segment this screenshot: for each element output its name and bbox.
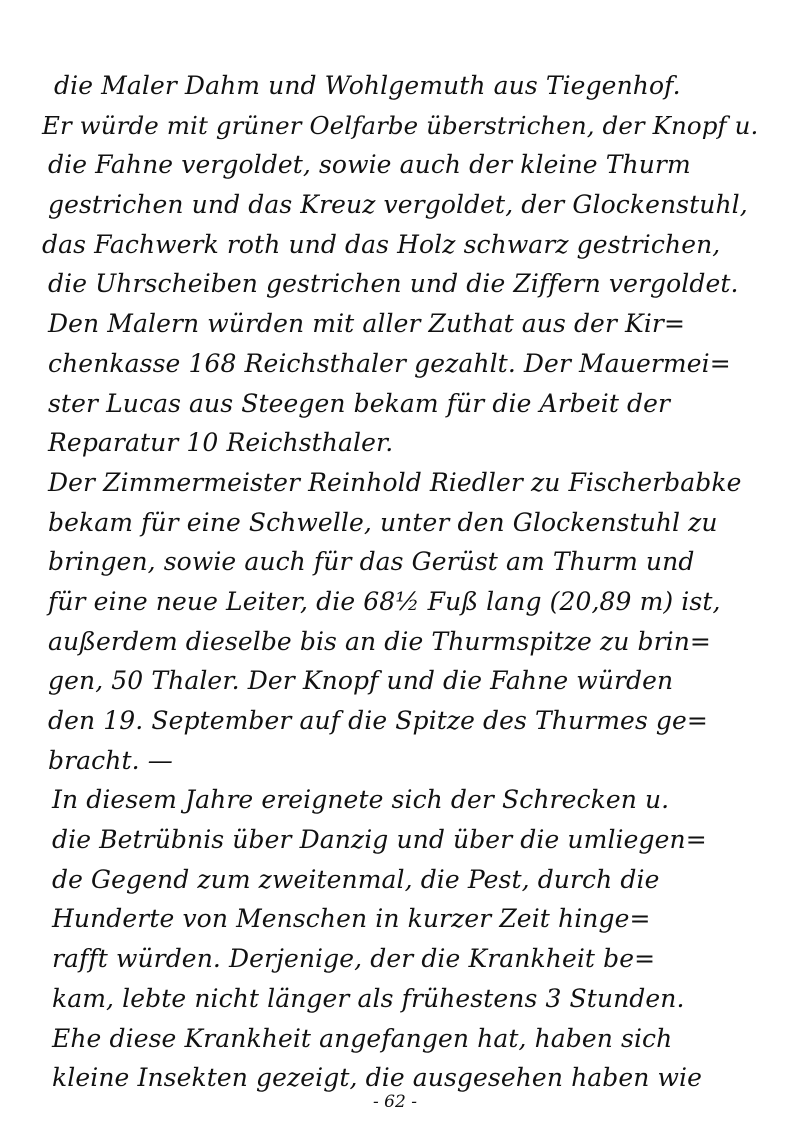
text-line-10: Reparatur 10 Reichsthaler. bbox=[48, 428, 394, 458]
text-line-15: außerdem dieselbe bis an die Thurmspitze zu brin= bbox=[48, 626, 711, 656]
text-line-16: gen, 50 Thaler. Der Knopf und die Fahne würden bbox=[48, 666, 674, 696]
text-line-19: In diesem Jahre ereignete sich der Schrecken u. bbox=[52, 785, 670, 815]
text-line-14: für eine neue Leiter, die 68½ Fuß lang (20,89 m) ist, bbox=[48, 586, 721, 616]
text-line-11: Der Zimmermeister Reinhold Riedler zu Fischerbabke bbox=[48, 467, 742, 497]
text-line-3: die Fahne vergoldet, sowie auch der kleine Thurm bbox=[48, 150, 691, 180]
text-line-2: Er würde mit grüner Oelfarbe überstrichen, der Knopf u. bbox=[42, 110, 759, 140]
text-line-26: kleine Insekten gezeigt, die ausgesehen haben wie bbox=[52, 1063, 703, 1093]
text-line-17: den 19. September auf die Spitze des Thurmes ge= bbox=[48, 706, 708, 735]
text-line-25: Ehe diese Krankheit angefangen hat, haben sich bbox=[52, 1023, 673, 1053]
text-line-24: kam, lebte nicht länger als frühestens 3 Stunden. bbox=[52, 983, 685, 1013]
text-line-8: chenkasse 168 Reichsthaler gezahlt. Der Mauermei= bbox=[48, 348, 731, 378]
text-line-23: rafft würden. Derjenige, der die Krankheit be= bbox=[52, 944, 656, 974]
text-line-22: Hunderte von Menschen in kurzer Zeit hinge= bbox=[52, 904, 651, 934]
text-line-13: bringen, sowie auch für das Gerüst am Thurm und bbox=[48, 547, 695, 577]
text-line-9: ster Lucas aus Steegen bekam für die Arbeit der bbox=[48, 388, 671, 418]
text-line-7: Den Malern würden mit aller Zuthat aus der Kir= bbox=[48, 309, 686, 339]
text-line-6: die Uhrscheiben gestrichen und die Ziffern vergoldet. bbox=[48, 269, 739, 299]
text-line-18: bracht. — bbox=[48, 745, 173, 775]
text-line-5: das Fachwerk roth und das Holz schwarz gestrichen, bbox=[42, 229, 721, 259]
handwritten-text-block bbox=[42, 66, 758, 1098]
page-number: - 62 - bbox=[373, 1092, 417, 1112]
text-line-1: die Maler Dahm und Wohlgemuth aus Tiegenhof. bbox=[54, 71, 681, 100]
text-line-4: gestrichen und das Kreuz vergoldet, der Glockenstuhl, bbox=[48, 190, 748, 220]
text-line-20: die Betrübnis über Danzig und über die umliegen= bbox=[52, 825, 707, 855]
text-line-12: bekam für eine Schwelle, unter den Glockenstuhl zu bbox=[48, 507, 718, 537]
text-line-21: de Gegend zum zweitenmal, die Pest, durch die bbox=[52, 864, 660, 894]
